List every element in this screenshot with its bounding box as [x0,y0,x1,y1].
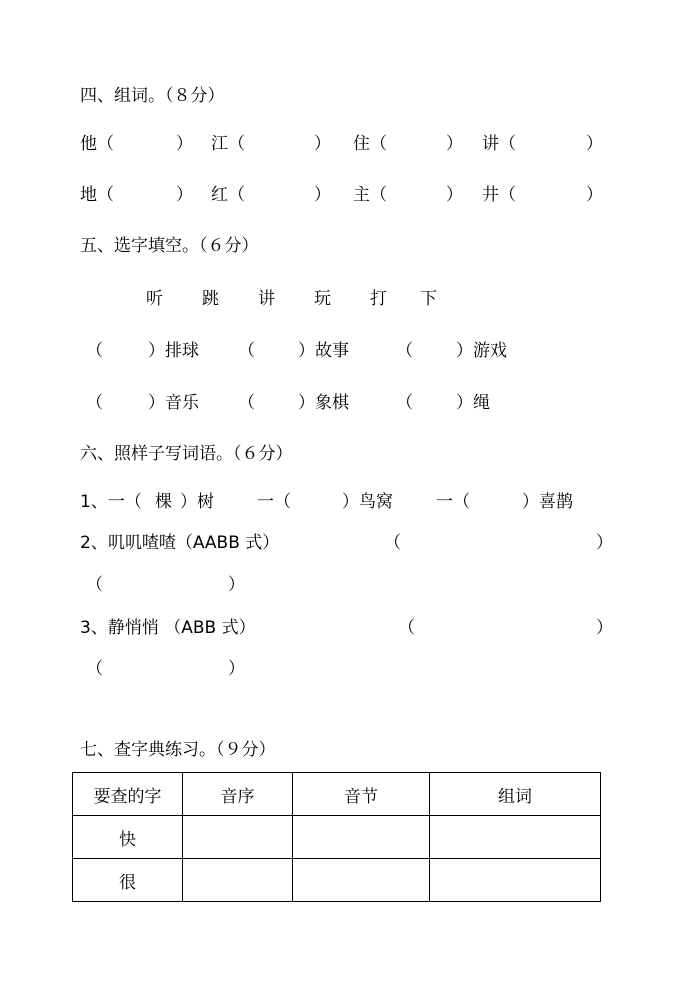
word-paren-close: ） [586,185,603,205]
measure-word-open: 一（ [436,492,470,512]
word-paren-close: ） [586,134,603,154]
blank-open: （ [398,618,415,638]
answer-cell[interactable] [183,859,293,902]
choice-char: 玩 [314,289,331,309]
blank-word: ）音乐 [148,393,199,413]
word-paren-open: 主（ [353,185,387,205]
word-paren-close: ） [446,185,463,205]
lookup-char-cell: 很 [73,859,183,902]
answer-cell[interactable] [293,816,430,859]
blank-word: ）象棋 [298,393,349,413]
pattern-label: 3、静悄悄 （ABB 式） [80,618,256,638]
blank-close: ） [228,659,245,679]
blank-open: （ [86,659,103,679]
measure-noun: ）鸟窝 [342,492,393,512]
answer-cell[interactable] [183,816,293,859]
section5-title: 五、选字填空。（６分） [80,236,259,256]
measure-noun: ）喜鹊 [522,492,573,512]
word-paren-close: ） [176,185,193,205]
word-paren-open: 讲（ [482,134,516,154]
section6-title: 六、照样子写词语。（６分） [80,444,293,464]
blank-close: ） [228,575,245,595]
choice-char: 讲 [258,289,275,309]
column-header: 要查的字 [73,773,183,816]
example-answer: 棵 [155,492,172,512]
section7-title: 七、查字典练习。（９分） [80,740,276,760]
table-row [73,859,601,902]
dictionary-table [72,772,601,902]
word-paren-open: 井（ [482,185,516,205]
word-paren-open: 江（ [211,134,245,154]
lookup-char-cell: 快 [73,816,183,859]
column-header: 音节 [293,773,430,816]
word-paren-open: 地（ [80,185,114,205]
blank-open: （ [86,575,103,595]
measure-noun: ）树 [180,492,214,512]
choice-char: 听 [146,289,163,309]
answer-cell[interactable] [293,859,430,902]
table-row [73,816,601,859]
blank-word: ）排球 [148,341,199,361]
blank-close: ） [596,618,613,638]
blank-open: （ [86,341,103,361]
blank-open: （ [238,393,255,413]
table-header-row [73,773,601,816]
blank-close: ） [596,533,613,553]
answer-cell[interactable] [430,816,601,859]
blank-open: （ [396,341,413,361]
word-paren-close: ） [176,134,193,154]
blank-open: （ [384,533,401,553]
word-paren-close: ） [314,134,331,154]
blank-open: （ [86,393,103,413]
section4-title: 四、组词。（８分） [80,86,225,106]
choice-char: 下 [420,289,437,309]
measure-word-open: 一（ [257,492,291,512]
measure-word-open: 1、一（ [80,492,142,512]
blank-word: ）游戏 [456,341,507,361]
word-paren-open: 住（ [353,134,387,154]
choice-char: 打 [370,289,387,309]
blank-open: （ [396,393,413,413]
blank-word: ）故事 [298,341,349,361]
choice-char: 跳 [202,289,219,309]
word-paren-open: 红（ [211,185,245,205]
pattern-label: 2、叽叽喳喳（AABB 式） [80,533,280,553]
column-header: 音序 [183,773,293,816]
blank-word: ）绳 [456,393,490,413]
word-paren-open: 他（ [80,134,114,154]
blank-open: （ [238,341,255,361]
column-header: 组词 [430,773,601,816]
answer-cell[interactable] [430,859,601,902]
word-paren-close: ） [314,185,331,205]
word-paren-close: ） [446,134,463,154]
